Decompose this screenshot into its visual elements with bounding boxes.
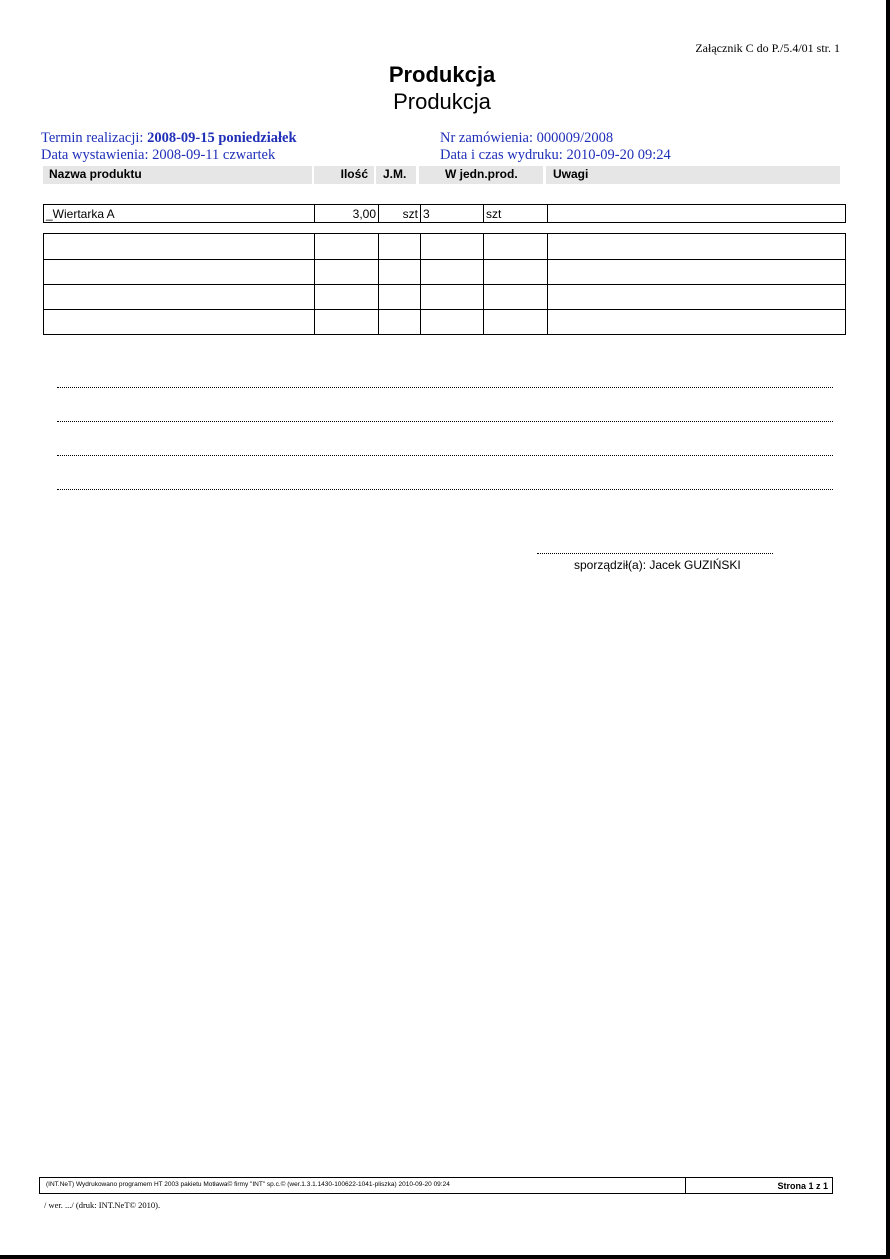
attachment-reference: Załącznik C do P./5.4/01 str. 1 xyxy=(695,41,840,55)
notes-dotted-line xyxy=(57,489,833,490)
per-unit-uom-cell: szt xyxy=(484,205,548,223)
issue-date-value: 2008-09-11 czwartek xyxy=(152,147,276,163)
signature-label: sporządził(a): Jacek GUZIŃSKI xyxy=(574,558,741,572)
quantity-cell: 3,00 xyxy=(315,205,379,223)
page-frame-bottom xyxy=(0,1255,890,1259)
notes-dotted-line xyxy=(57,421,833,422)
column-header-unit: J.M. xyxy=(376,166,416,184)
order-number-value: 000009/2008 xyxy=(536,130,614,146)
order-number-line xyxy=(440,130,613,147)
table-row xyxy=(44,310,846,335)
due-date-value: 2008-09-15 poniedziałek xyxy=(147,130,297,146)
table-row xyxy=(44,205,846,223)
product-table xyxy=(43,204,846,223)
notes-dotted-line xyxy=(57,387,833,388)
column-header-quantity: Ilość xyxy=(314,166,374,184)
per-unit-cell: 3 xyxy=(421,205,484,223)
page-frame-right xyxy=(886,0,890,1259)
order-number-label: Nr zamówienia: xyxy=(440,130,534,146)
print-datetime-value: 2010-09-20 09:24 xyxy=(566,147,671,163)
signature-line xyxy=(537,553,773,554)
due-date-label: Termin realizacji: xyxy=(41,130,144,146)
notes-cell xyxy=(548,205,846,223)
print-datetime-label: Data i czas wydruku: xyxy=(440,147,563,163)
footer-divider xyxy=(685,1178,686,1193)
table-row xyxy=(44,285,846,310)
footer-page-number: Strona 1 z 1 xyxy=(777,1181,828,1191)
column-header-notes: Uwagi xyxy=(546,166,840,184)
column-header-product-name: Nazwa produktu xyxy=(43,166,312,184)
due-date-line xyxy=(41,130,297,147)
empty-rows-table xyxy=(43,233,846,335)
notes-dotted-line xyxy=(57,455,833,456)
issue-date-label: Data wystawienia: xyxy=(41,147,149,163)
product-name-cell: _Wiertarka A xyxy=(44,205,315,223)
document-subtitle: Produkcja xyxy=(393,89,491,114)
page-footer xyxy=(39,1177,833,1194)
footer-printed-by: (INT.NeT) Wydrukowano programem HT 2003 pakietu Motława© firmy "INT" sp.c.© (wer.1.3.1.1430-100622-1041-pliszka) 2010-09-20 09:24 xyxy=(46,1181,450,1188)
issue-date-line xyxy=(41,147,275,164)
unit-cell: szt xyxy=(379,205,421,223)
column-header-per-unit: W jedn.prod. xyxy=(419,166,543,184)
print-datetime-line xyxy=(440,147,671,164)
table-row xyxy=(44,234,846,260)
document-title: Produkcja xyxy=(388,62,496,87)
table-row xyxy=(44,260,846,285)
footer-version-note: / wer. .../ (druk: INT.NeT© 2010). xyxy=(44,1200,161,1210)
